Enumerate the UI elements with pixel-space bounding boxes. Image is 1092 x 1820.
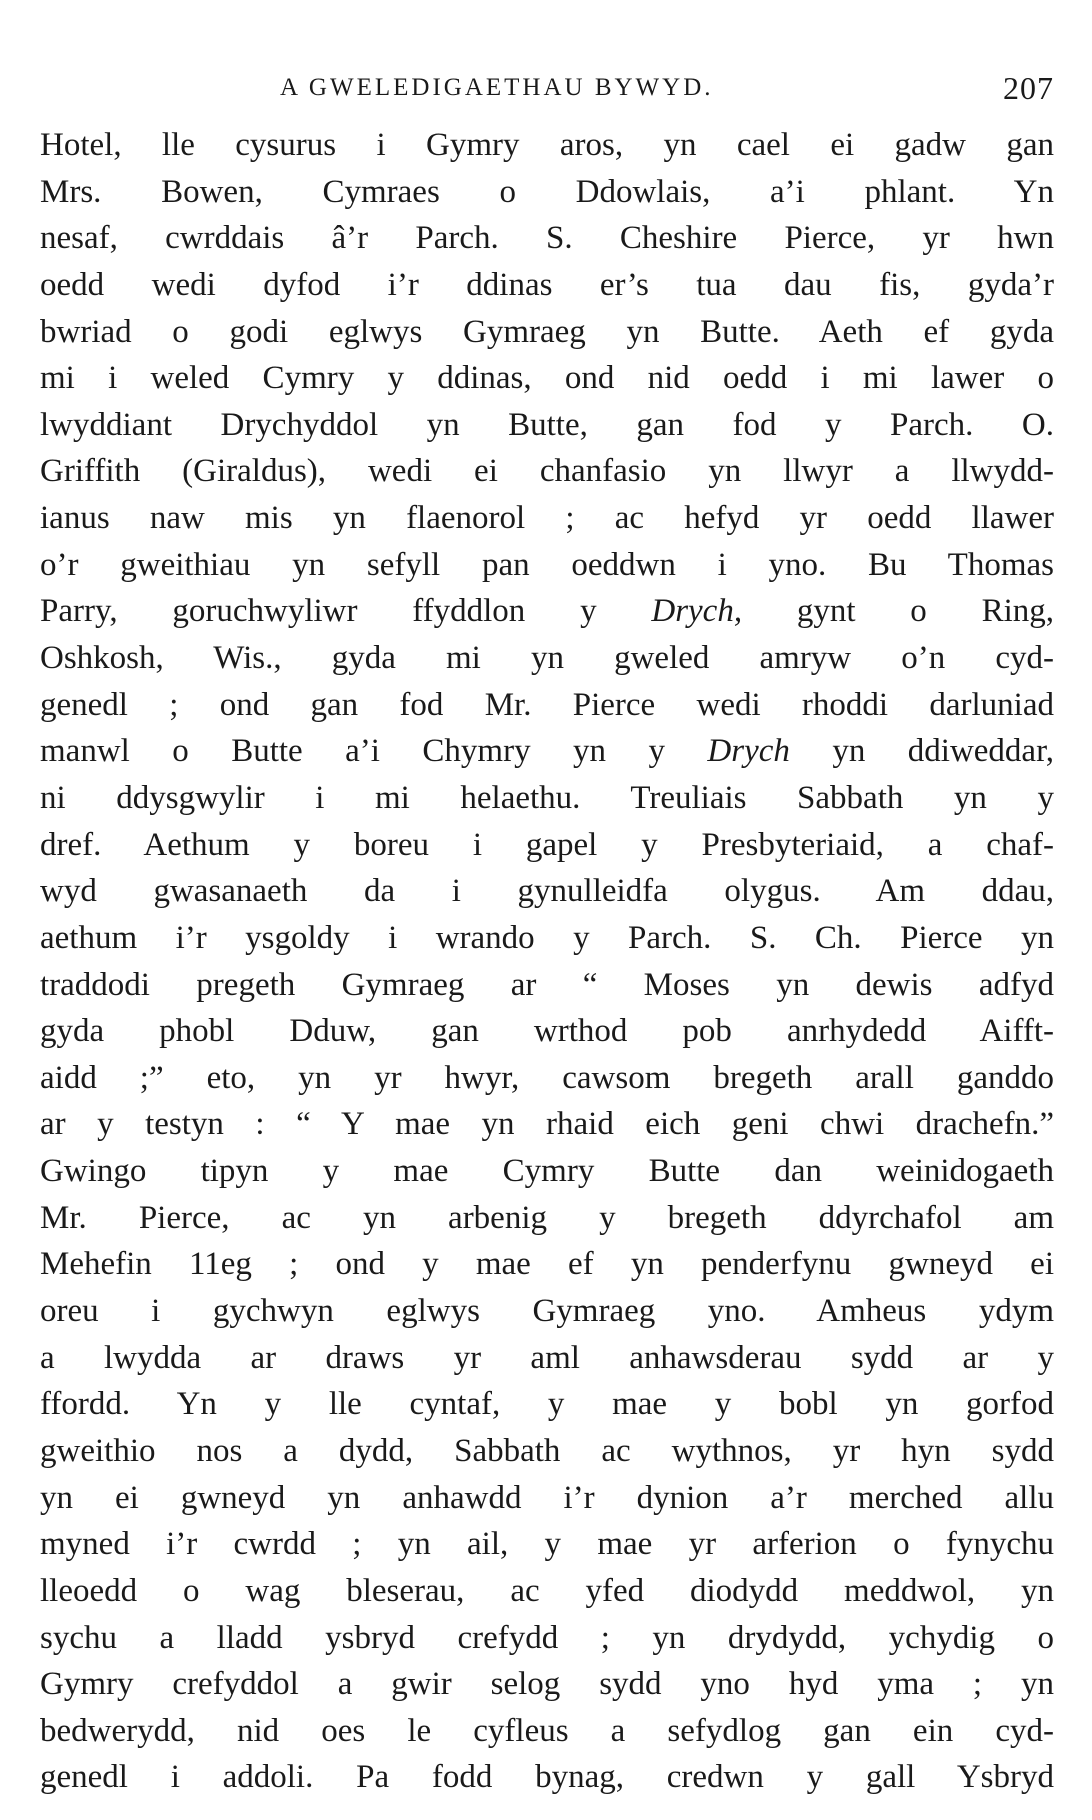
text-line: mi i weled Cymry y ddinas, ond nid oedd i mi lawer o [40,360,1054,397]
text-line: Mehefin 11eg ; ond y mae ef yn penderfynu gwneyd ei [40,1246,1054,1283]
text-segment: manwl o Butte a’i Chymry yn y [40,733,708,770]
text-line: dref. Aethum y boreu i gapel y Presbyteriaid, a chaf- [40,826,1054,863]
page-number: 207 [1003,70,1054,106]
text-line: wyd gwasanaeth da i gynulleidfa olygus. Am ddau, [40,873,1054,910]
text-line: Gwingo tipyn y mae Cymry Butte dan weinidogaeth [40,1153,1054,1190]
text-line: oreu i gychwyn eglwys Gymraeg yno. Amheus ydym [40,1293,1054,1330]
text-line: myned i’r cwrdd ; yn ail, y mae yr arferion o fynychu [40,1526,1054,1563]
text-line: aidd ;” eto, yn yr hwyr, cawsom bregeth arall ganddo [40,1059,1054,1096]
text-segment: yn ddiweddar, [789,733,1054,770]
text-line: aethum i’r ysgoldy i wrando y Parch. S. Ch. Pierce yn [40,919,1054,956]
text-line: Mr. Pierce, ac yn arbenig y bregeth ddyrchafol am [40,1199,1054,1236]
text-line [40,588,1054,635]
text-line: genedl i addoli. Pa fodd bynag, credwn y gall Ysbryd [40,1759,1054,1796]
body-text [40,122,1054,1801]
text-line: Oshkosh, Wis., gyda mi yn gweled amryw o’n cyd- [40,640,1054,677]
text-line: yn ei gwneyd yn anhawdd i’r dynion a’r merched allu [40,1479,1054,1516]
text-line: bedwerydd, nid oes le cyfleus a sefydlog gan ein cyd- [40,1712,1054,1749]
text-segment: gynt o Ring, [742,593,1054,630]
text-line: bwriad o godi eglwys Gymraeg yn Butte. Aeth ef gyda [40,313,1054,350]
text-line: sychu a lladd ysbryd crefydd ; yn drydydd, ychydig o [40,1619,1054,1656]
text-segment: Parry, goruchwyliwr ffyddlon y [40,593,652,630]
text-line [40,728,1054,775]
running-head [40,68,1054,108]
text-line: gyda phobl Dduw, gan wrthod pob anrhydedd Aifft- [40,1013,1054,1050]
italic-title: Drych, [651,593,743,630]
text-line: ianus naw mis yn flaenorol ; ac hefyd yr oedd llawer [40,500,1054,537]
text-line: Hotel, lle cysurus i Gymry aros, yn cael ei gadw gan [40,127,1054,163]
text-line: ni ddysgwylir i mi helaethu. Treuliais Sabbath yn y [40,779,1054,816]
text-line: o’r gweithiau yn sefyll pan oeddwn i yno. Bu Thomas [40,546,1054,583]
text-line: lwyddiant Drychyddol yn Butte, gan fod y Parch. O. [40,406,1054,443]
text-line: lleoedd o wag bleserau, ac yfed diodydd meddwol, yn [40,1572,1054,1609]
text-line: Mrs. Bowen, Cymraes o Ddowlais, a’i phlant. Yn [40,173,1054,210]
text-line: gweithio nos a dydd, Sabbath ac wythnos, yr hyn sydd [40,1432,1054,1469]
text-line: genedl ; ond gan fod Mr. Pierce wedi rhoddi darluniad [40,686,1054,723]
text-line: oedd wedi dyfod i’r ddinas er’s tua dau fis, gyda’r [40,266,1054,303]
italic-title: Drych [707,733,790,770]
text-line: traddodi pregeth Gymraeg ar “ Moses yn dewis adfyd [40,966,1054,1003]
text-line: nesaf, cwrddais â’r Parch. S. Cheshire Pierce, yr hwn [40,220,1054,257]
text-line: ffordd. Yn y lle cyntaf, y mae y bobl yn gorfod [40,1386,1054,1423]
text-line: a lwydda ar draws yr aml anhawsderau sydd ar y [40,1339,1054,1376]
text-line: Gymry crefyddol a gwir selog sydd yno hyd yma ; yn [40,1666,1054,1703]
running-title: A GWELEDIGAETHAU BYWYD. [280,74,714,101]
text-line: Griffith (Giraldus), wedi ei chanfasio yn llwyr a llwydd- [40,453,1054,490]
text-line: ar y testyn : “ Y mae yn rhaid eich geni chwi drachefn.” [40,1106,1054,1143]
